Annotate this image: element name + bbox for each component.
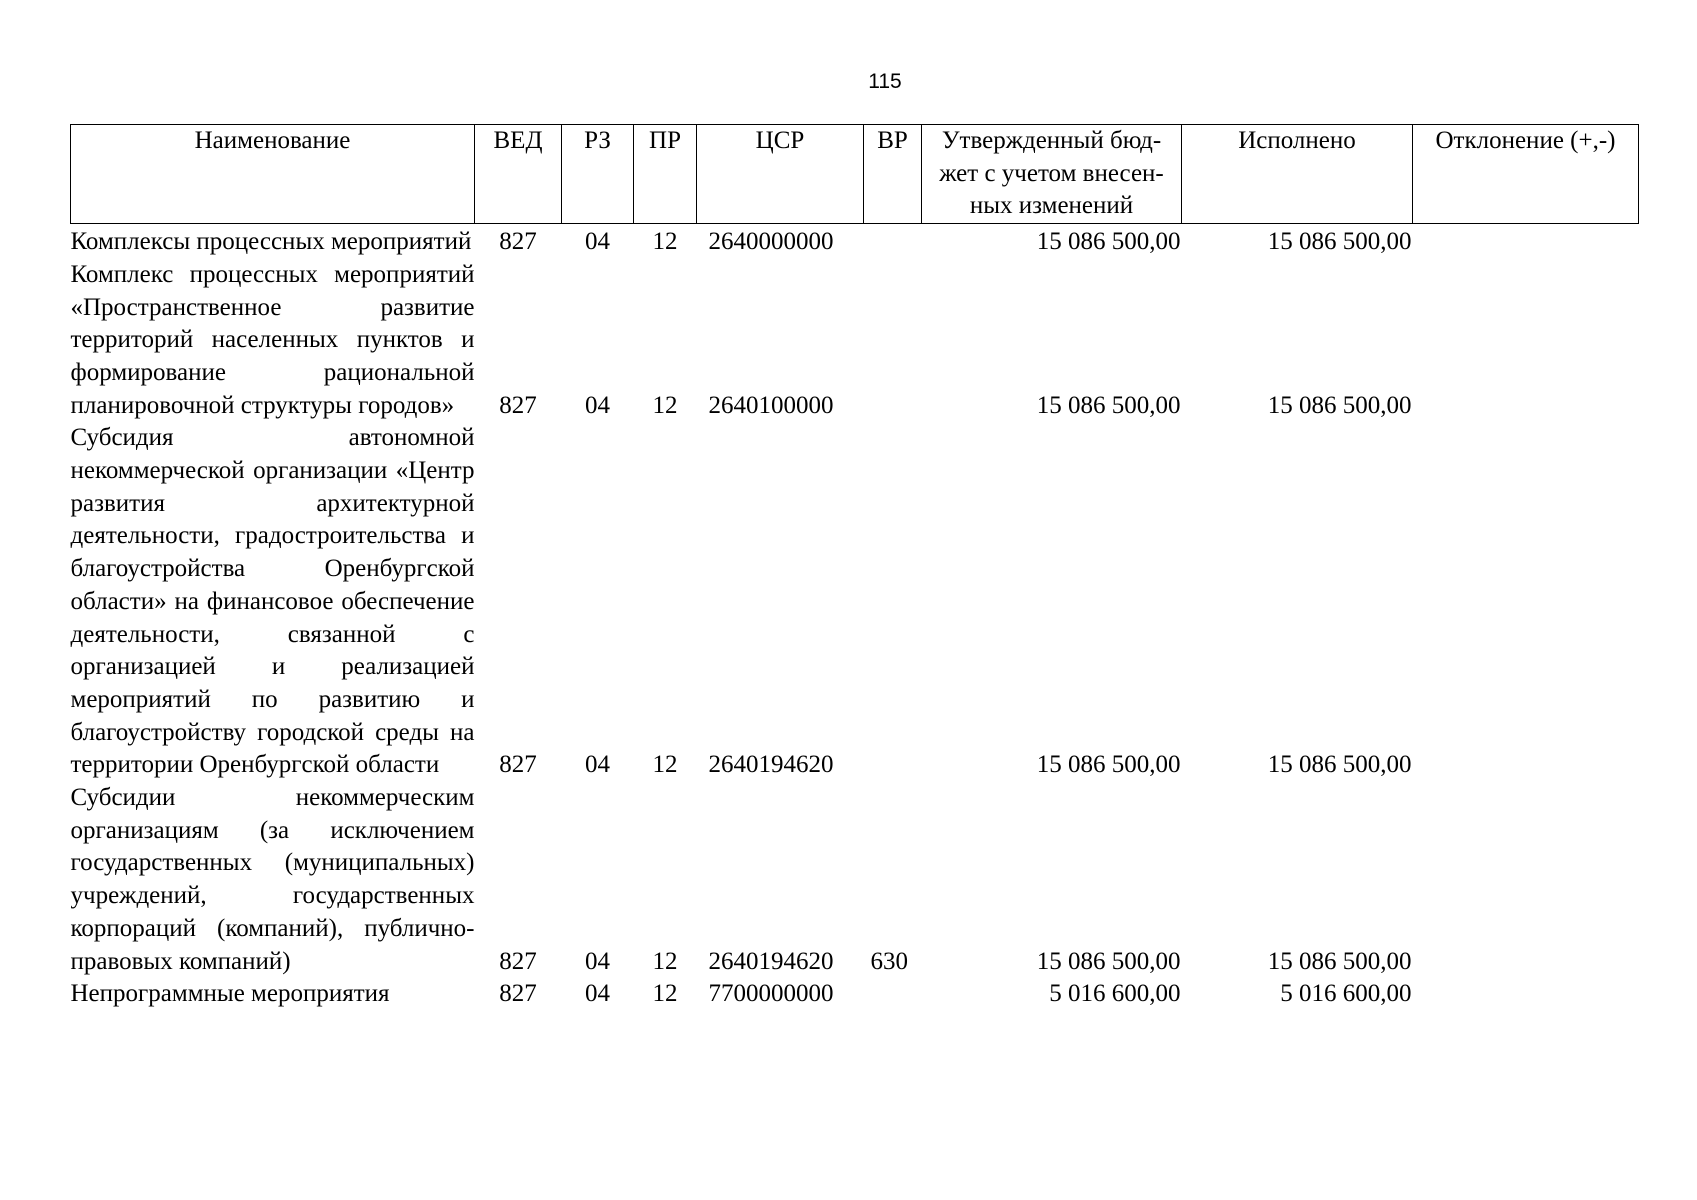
row-deviation	[1413, 978, 1639, 1011]
row-rz: 04	[585, 391, 610, 419]
row-executed: 15 086 500,00	[1267, 947, 1412, 975]
table-row	[71, 224, 1639, 259]
row-pr: 12	[652, 391, 678, 419]
row-deviation	[1413, 259, 1639, 423]
row-rz: 04	[585, 228, 610, 256]
row-approved: 15 086 500,00	[1036, 228, 1181, 256]
page-number: 115	[868, 70, 902, 93]
row-rz: 04	[585, 751, 610, 779]
row-vr	[864, 224, 922, 259]
row-rz: 04	[585, 980, 610, 1008]
header-rz: РЗ	[562, 125, 634, 224]
row-vr	[864, 978, 922, 1011]
row-name: Комплекс процессных мероприятий «Пространственное развитие территорий населенных пунктов и формирование рациональной планировочной структуры городов»	[70, 260, 475, 419]
row-approved: 15 086 500,00	[1036, 391, 1181, 419]
table-row	[71, 978, 1639, 1011]
row-pr: 12	[652, 947, 678, 975]
row-name: Субсидии некоммерческим организациям (за исключением государственных (муниципальных) учреждений, государственных корпораций (компаний), публично-правовых компаний)	[70, 784, 475, 975]
table-row	[71, 259, 1639, 423]
row-rz: 04	[585, 947, 610, 975]
row-vr	[864, 422, 922, 782]
row-pr: 12	[652, 228, 678, 256]
row-deviation	[1413, 422, 1639, 782]
row-ved: 827	[499, 391, 537, 419]
header-ved: ВЕД	[475, 125, 562, 224]
table-body	[71, 224, 1639, 1011]
header-approved-budget: Утвержденный бюд-жет с учетом внесен-ных изменений	[922, 125, 1182, 224]
row-ved: 827	[499, 228, 537, 256]
table-row	[71, 422, 1639, 782]
row-approved: 5 016 600,00	[1049, 980, 1181, 1008]
row-vr	[864, 259, 922, 423]
header-deviation: Отклонение (+,-)	[1413, 125, 1639, 224]
header-name: Наименование	[71, 125, 475, 224]
row-pr: 12	[652, 980, 678, 1008]
row-csr: 7700000000	[708, 980, 834, 1008]
budget-execution-table	[70, 124, 1639, 1011]
row-csr: 2640000000	[708, 228, 834, 256]
row-deviation	[1413, 782, 1639, 978]
row-csr: 2640100000	[708, 391, 834, 419]
table-row	[71, 782, 1639, 978]
row-vr: 630	[870, 947, 908, 975]
row-ved: 827	[499, 980, 537, 1008]
row-name: Непрограммные мероприятия	[70, 980, 390, 1008]
row-csr: 2640194620	[708, 947, 834, 975]
header-pr: ПР	[634, 125, 697, 224]
row-csr: 2640194620	[708, 751, 834, 779]
header-executed: Исполнено	[1182, 125, 1413, 224]
row-executed: 5 016 600,00	[1280, 980, 1412, 1008]
header-row	[71, 125, 1639, 224]
row-ved: 827	[499, 947, 537, 975]
table-header	[71, 125, 1639, 224]
row-deviation	[1413, 224, 1639, 259]
header-vr: ВР	[864, 125, 922, 224]
row-executed: 15 086 500,00	[1267, 228, 1412, 256]
row-name: Субсидия автономной некоммерческой организации «Центр развития архитектурной деятельности, градостроительства и благоустройства Оренбургской области» на финансовое обеспечение деятельности, связанной с организацией и реализацией мероприятий по развитию и благоустройству городской среды на территории Оренбургской области	[70, 424, 475, 779]
row-name: Комплексы процессных мероприятий	[70, 228, 472, 256]
row-approved: 15 086 500,00	[1036, 751, 1181, 779]
row-pr: 12	[652, 751, 678, 779]
header-csr: ЦСР	[697, 125, 864, 224]
row-ved: 827	[499, 751, 537, 779]
row-executed: 15 086 500,00	[1267, 391, 1412, 419]
row-approved: 15 086 500,00	[1036, 947, 1181, 975]
row-executed: 15 086 500,00	[1267, 751, 1412, 779]
